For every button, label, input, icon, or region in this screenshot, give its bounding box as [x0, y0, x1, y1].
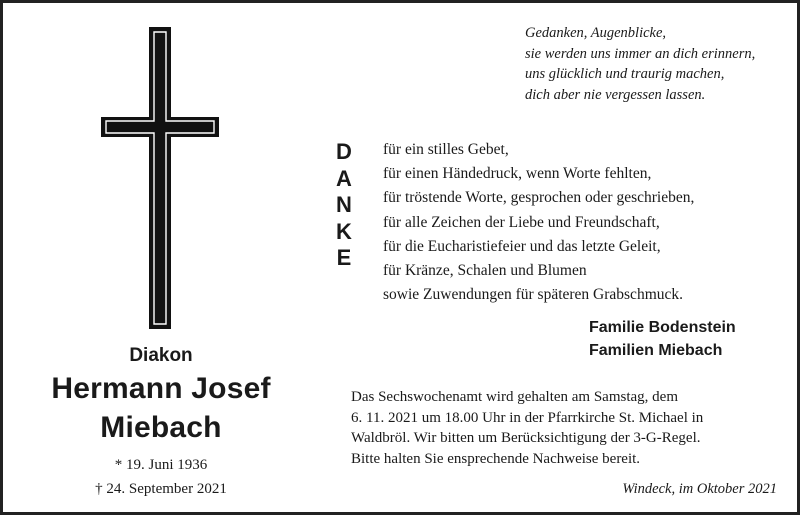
poem — [525, 23, 795, 105]
thanks-line: sowie Zuwendungen für späteren Grabschmuck. — [383, 286, 684, 304]
danke-letter: A — [336, 165, 352, 191]
thanks-line: für die Eucharistiefeier und das letzte Geleit, — [383, 237, 661, 255]
poem-line: sie werden uns immer an dich erinnern, — [525, 45, 756, 62]
notice-line: Das Sechswochenamt wird gehalten am Samstag, dem — [351, 389, 678, 405]
danke-letter: D — [336, 139, 352, 164]
deceased-name-line1: Hermann Josef — [51, 372, 271, 405]
place-and-date: Windeck, im Oktober 2021 — [622, 481, 777, 497]
life-dates — [61, 453, 261, 501]
deceased-title: Diakon — [129, 345, 193, 366]
birth-date: * 19. Juni 1936 — [114, 457, 208, 473]
thanks-line: für alle Zeichen der Liebe und Freundschaft, — [383, 213, 660, 231]
deceased-name — [23, 369, 299, 447]
thanks-line: für einen Händedruck, wenn Worte fehlten, — [383, 165, 652, 183]
family-line: Familie Bodenstein — [589, 319, 736, 336]
danke-vertical-word — [331, 139, 357, 272]
danke-letter: N — [336, 192, 352, 217]
danke-letter: E — [336, 245, 352, 270]
mass-notice — [351, 387, 791, 469]
poem-line: dich aber nie vergessen lassen. — [525, 86, 706, 103]
notice-line: Bitte halten Sie ensprechende Nachweise bereit. — [351, 450, 641, 467]
family-signature — [589, 316, 789, 362]
thanks-line: für tröstende Worte, gesprochen oder geschrieben, — [383, 189, 695, 207]
poem-line: uns glücklich und traurig machen, — [525, 66, 725, 82]
poem-line: Gedanken, Augenblicke, — [525, 25, 667, 41]
notice-line: Waldbröl. Wir bitten um Berücksichtigung der 3-G-Regel. — [351, 430, 701, 446]
death-date: † 24. September 2021 — [95, 481, 227, 497]
thanks-list — [383, 138, 743, 307]
family-line: Familien Miebach — [589, 342, 723, 359]
thanks-line: für ein stilles Gebet, — [383, 141, 509, 158]
thanks-line: für Kränze, Schalen und Blumen — [383, 262, 587, 280]
cross-icon — [99, 25, 223, 331]
danke-letter: K — [336, 218, 352, 244]
deceased-name-line2: Miebach — [100, 411, 222, 444]
notice-line: 6. 11. 2021 um 18.00 Uhr in der Pfarrkirche St. Michael in — [351, 409, 704, 426]
